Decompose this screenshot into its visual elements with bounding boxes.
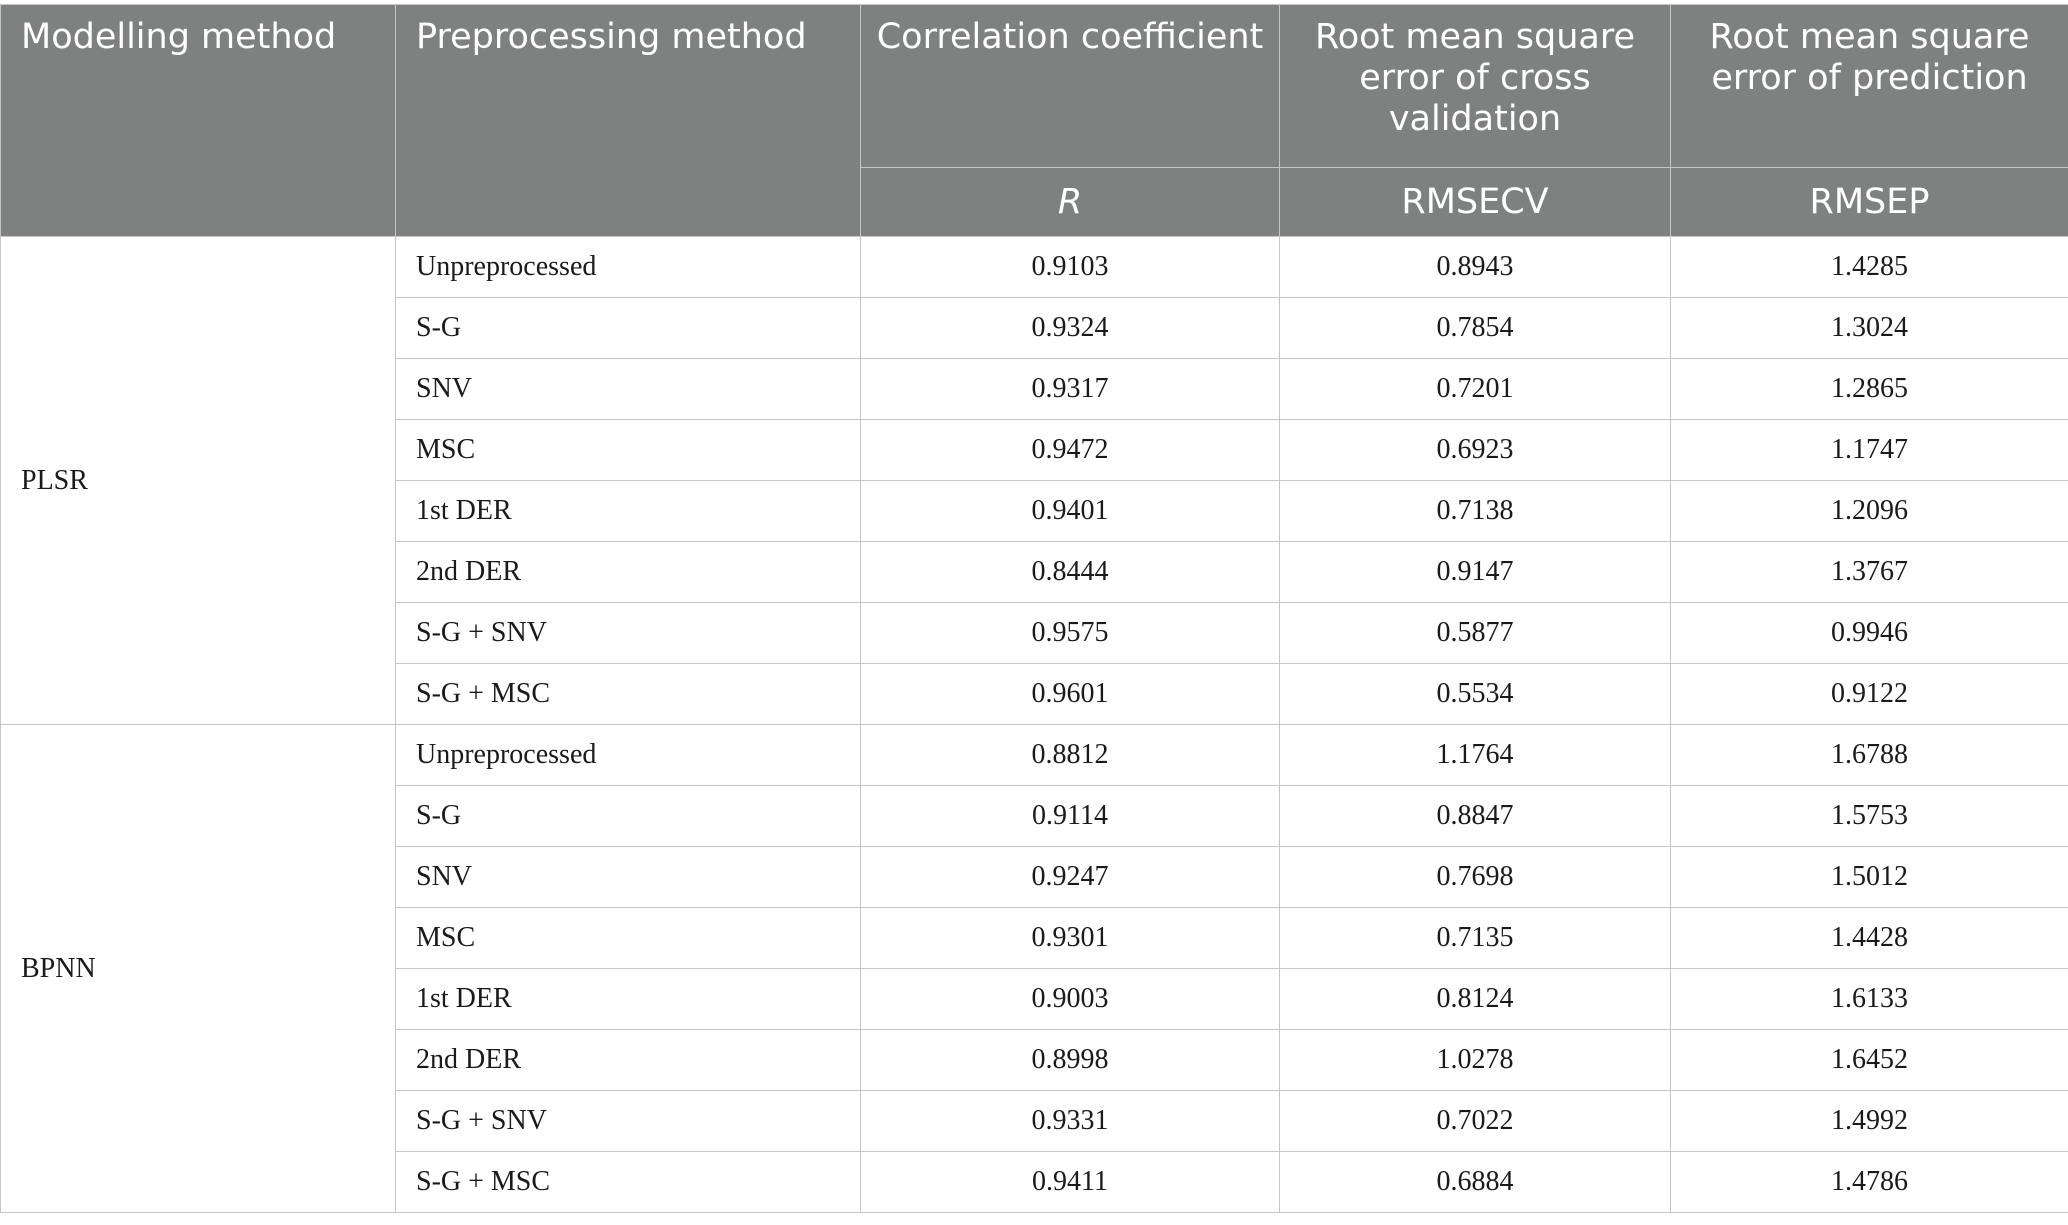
correlation-cell: 0.9114	[861, 786, 1280, 847]
correlation-cell: 0.8444	[861, 542, 1280, 603]
model-name-cell: BPNN	[1, 725, 396, 1213]
header-rmsecv-long: Root mean square error of cross validation	[1280, 5, 1671, 168]
model-name-cell: PLSR	[1, 237, 396, 725]
rmsecv-cell: 0.7022	[1280, 1091, 1671, 1152]
rmsecv-cell: 0.8847	[1280, 786, 1671, 847]
rmsecv-cell: 0.6923	[1280, 420, 1671, 481]
rmsep-cell: 1.1747	[1671, 420, 2068, 481]
preprocessing-cell: S-G + SNV	[396, 603, 861, 664]
rmsep-cell: 1.2865	[1671, 359, 2068, 420]
rmsecv-cell: 0.7854	[1280, 298, 1671, 359]
rmsecv-cell: 0.7698	[1280, 847, 1671, 908]
header-r-symbol: R	[861, 168, 1280, 237]
preprocessing-cell: 2nd DER	[396, 542, 861, 603]
preprocessing-cell: S-G + MSC	[396, 1152, 861, 1213]
header-preprocessing-method: Preprocessing method	[396, 5, 861, 237]
preprocessing-cell: S-G + MSC	[396, 664, 861, 725]
correlation-cell: 0.9003	[861, 969, 1280, 1030]
rmsep-cell: 0.9122	[1671, 664, 2068, 725]
preprocessing-cell: 1st DER	[396, 481, 861, 542]
preprocessing-cell: MSC	[396, 908, 861, 969]
correlation-cell: 0.9103	[861, 237, 1280, 298]
table-header	[1, 5, 2068, 237]
header-rmsep: RMSEP	[1671, 168, 2068, 237]
preprocessing-cell: 1st DER	[396, 969, 861, 1030]
correlation-cell: 0.9601	[861, 664, 1280, 725]
rmsep-cell: 1.6133	[1671, 969, 2068, 1030]
correlation-cell: 0.8998	[861, 1030, 1280, 1091]
results-table	[0, 4, 2068, 1213]
rmsecv-cell: 0.7135	[1280, 908, 1671, 969]
preprocessing-cell: SNV	[396, 847, 861, 908]
rmsep-cell: 1.6788	[1671, 725, 2068, 786]
rmsecv-cell: 0.7201	[1280, 359, 1671, 420]
rmsecv-cell: 0.5534	[1280, 664, 1671, 725]
header-rmsep-long: Root mean square error of prediction	[1671, 5, 2068, 168]
rmsep-cell: 1.4786	[1671, 1152, 2068, 1213]
rmsecv-cell: 0.5877	[1280, 603, 1671, 664]
rmsep-cell: 1.4428	[1671, 908, 2068, 969]
preprocessing-cell: 2nd DER	[396, 1030, 861, 1091]
correlation-cell: 0.9411	[861, 1152, 1280, 1213]
preprocessing-cell: S-G	[396, 786, 861, 847]
table-body	[1, 237, 2068, 1213]
header-rmsecv: RMSECV	[1280, 168, 1671, 237]
rmsecv-cell: 1.0278	[1280, 1030, 1671, 1091]
rmsecv-cell: 0.8124	[1280, 969, 1671, 1030]
preprocessing-cell: Unpreprocessed	[396, 237, 861, 298]
correlation-cell: 0.9324	[861, 298, 1280, 359]
rmsecv-cell: 0.6884	[1280, 1152, 1671, 1213]
preprocessing-cell: MSC	[396, 420, 861, 481]
preprocessing-cell: S-G	[396, 298, 861, 359]
table-row	[1, 725, 2068, 786]
correlation-cell: 0.9575	[861, 603, 1280, 664]
preprocessing-cell: SNV	[396, 359, 861, 420]
rmsecv-cell: 0.7138	[1280, 481, 1671, 542]
rmsecv-cell: 0.8943	[1280, 237, 1671, 298]
rmsep-cell: 1.4285	[1671, 237, 2068, 298]
rmsep-cell: 1.6452	[1671, 1030, 2068, 1091]
header-correlation-coefficient: Correlation coefficient	[861, 5, 1280, 168]
header-modelling-method: Modelling method	[1, 5, 396, 237]
correlation-cell: 0.9472	[861, 420, 1280, 481]
correlation-cell: 0.8812	[861, 725, 1280, 786]
rmsep-cell: 1.2096	[1671, 481, 2068, 542]
rmsep-cell: 0.9946	[1671, 603, 2068, 664]
rmsep-cell: 1.5012	[1671, 847, 2068, 908]
rmsep-cell: 1.4992	[1671, 1091, 2068, 1152]
rmsecv-cell: 0.9147	[1280, 542, 1671, 603]
table-row	[1, 237, 2068, 298]
rmsep-cell: 1.5753	[1671, 786, 2068, 847]
correlation-cell: 0.9317	[861, 359, 1280, 420]
correlation-cell: 0.9247	[861, 847, 1280, 908]
correlation-cell: 0.9331	[861, 1091, 1280, 1152]
rmsep-cell: 1.3767	[1671, 542, 2068, 603]
rmsecv-cell: 1.1764	[1280, 725, 1671, 786]
correlation-cell: 0.9301	[861, 908, 1280, 969]
header-row-labels	[1, 5, 2068, 168]
preprocessing-cell: Unpreprocessed	[396, 725, 861, 786]
correlation-cell: 0.9401	[861, 481, 1280, 542]
preprocessing-cell: S-G + SNV	[396, 1091, 861, 1152]
rmsep-cell: 1.3024	[1671, 298, 2068, 359]
